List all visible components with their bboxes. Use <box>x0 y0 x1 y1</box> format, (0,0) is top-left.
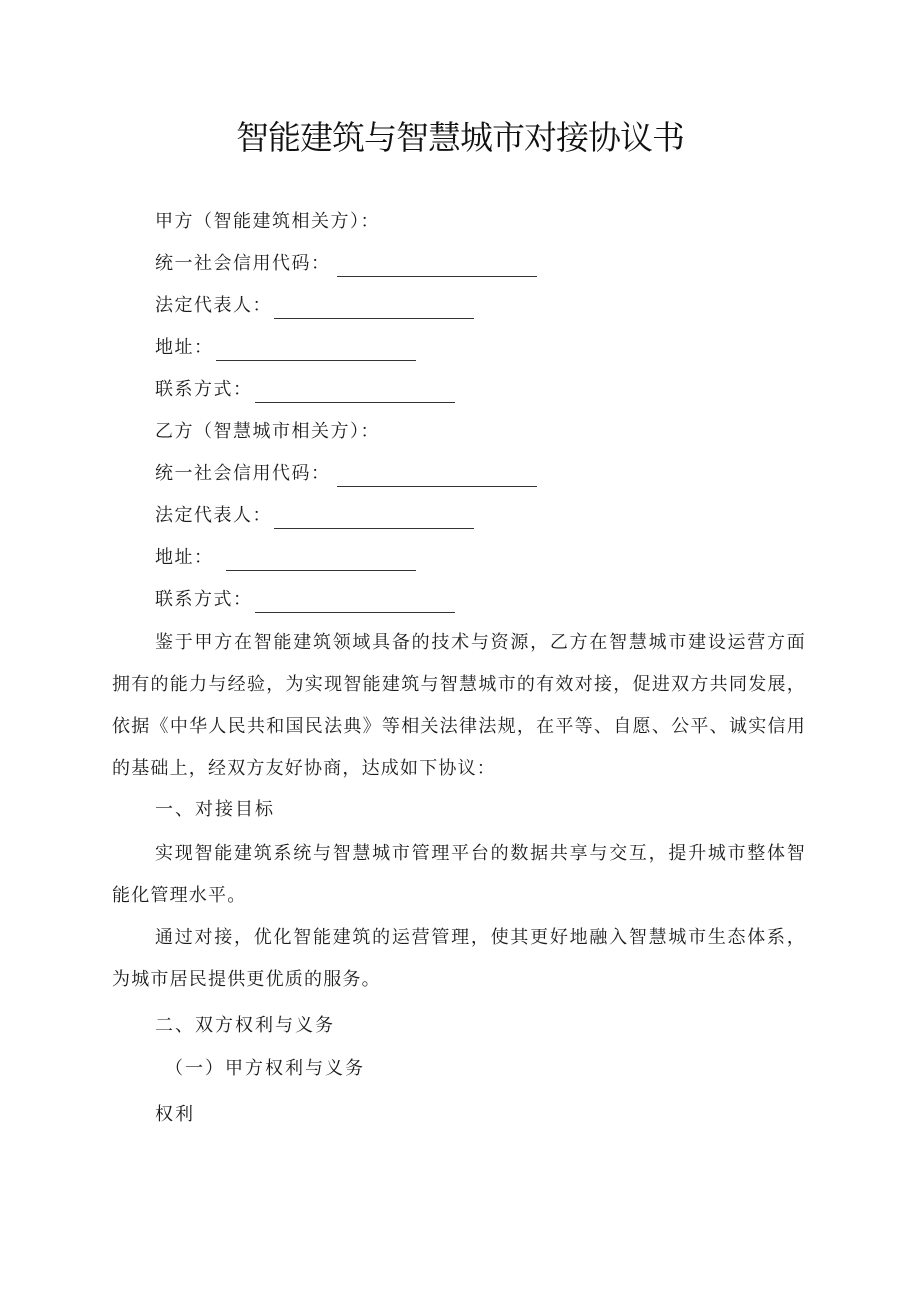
party-b-contact-blank[interactable] <box>255 594 455 613</box>
party-a-credit-code-label: 统一社会信用代码： <box>155 253 331 274</box>
party-a-legal-rep-blank[interactable] <box>274 300 474 319</box>
party-a-credit-code-field[interactable] <box>155 251 537 277</box>
party-b-credit-code-field[interactable] <box>155 461 537 487</box>
party-b-credit-code-blank[interactable] <box>337 468 537 487</box>
party-b-legal-rep-field[interactable] <box>155 503 474 529</box>
party-b-credit-code-label: 统一社会信用代码： <box>155 463 331 484</box>
party-a-legal-rep-label: 法定代表人： <box>155 295 272 316</box>
section-2-heading: 二、双方权利与义务 <box>155 1015 335 1036</box>
section-2-subheading-party-a: （一）甲方权利与义务 <box>165 1058 365 1079</box>
party-b-address-blank[interactable] <box>226 552 416 571</box>
section-1-paragraph-1: 实现智能建筑系统与智慧城市管理平台的数据共享与交互，提升城市整体智能化管理水平。 <box>112 843 806 906</box>
party-a-contact-blank[interactable] <box>255 384 455 403</box>
section-1-heading: 一、对接目标 <box>155 799 275 820</box>
party-a-contact-label: 联系方式： <box>155 379 253 400</box>
party-a-heading: 甲方（智能建筑相关方）： <box>155 211 380 232</box>
party-a-address-label: 地址： <box>155 337 214 358</box>
party-b-legal-rep-blank[interactable] <box>274 510 474 529</box>
party-a-contact-field[interactable] <box>155 377 455 403</box>
party-b-contact-field[interactable] <box>155 587 455 613</box>
party-b-address-field[interactable] <box>155 545 416 571</box>
party-b-address-label: 地址： <box>155 547 214 568</box>
section-1-paragraph-2: 通过对接，优化智能建筑的运营管理，使其更好地融入智慧城市生态体系，为城市居民提供更优质的服务。 <box>112 927 806 990</box>
rights-label: 权利 <box>155 1104 195 1125</box>
preamble-paragraph: 鉴于甲方在智能建筑领域具备的技术与资源，乙方在智慧城市建设运营方面拥有的能力与经验，为实现智能建筑与智慧城市的有效对接，促进双方共同发展，依据《中华人民共和国民法典》等相关法律法规，在平等、自愿、公平、诚实信用的基础上，经双方友好协商，达成如下协议： <box>112 632 806 779</box>
document-title: 智能建筑与智慧城市对接协议书 <box>236 118 684 157</box>
party-b-contact-label: 联系方式： <box>155 589 253 610</box>
party-a-credit-code-blank[interactable] <box>337 258 537 277</box>
party-a-address-blank[interactable] <box>216 342 416 361</box>
party-a-legal-rep-field[interactable] <box>155 293 474 319</box>
party-a-address-field[interactable] <box>155 335 416 361</box>
party-b-legal-rep-label: 法定代表人： <box>155 505 272 526</box>
party-b-heading: 乙方（智慧城市相关方）： <box>155 421 380 442</box>
